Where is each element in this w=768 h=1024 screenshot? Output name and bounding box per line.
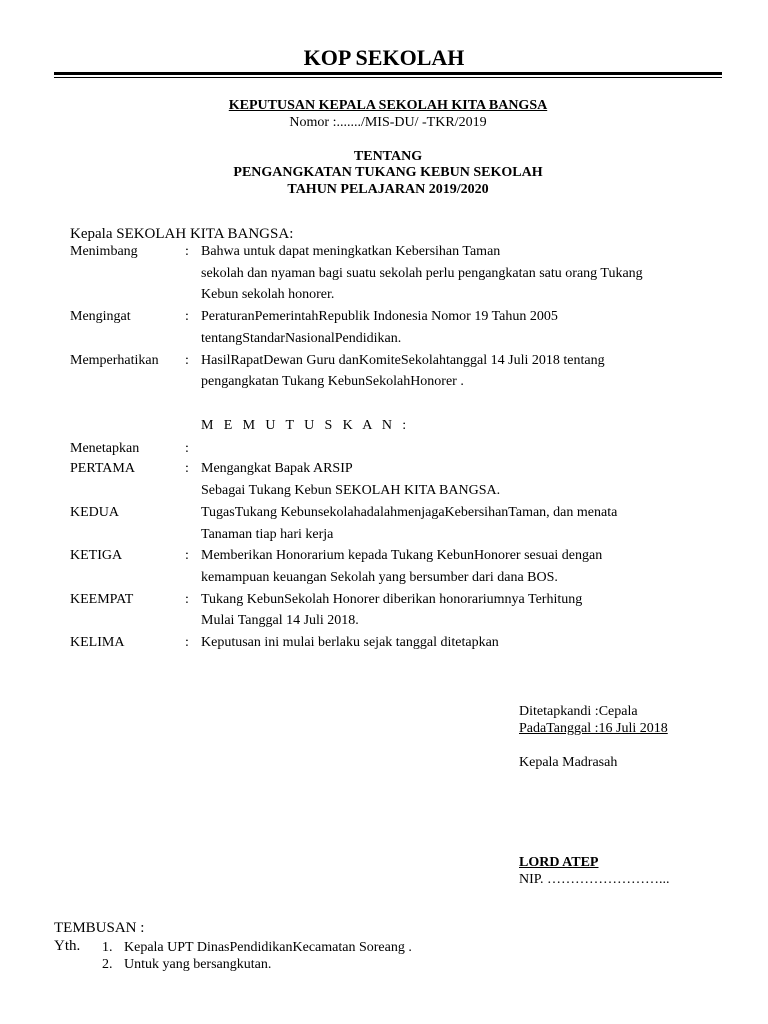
section-text-line: PeraturanPemerintahRepublik Indonesia Nomor 19 Tahun 2005 <box>201 309 558 324</box>
signature-place: Ditetapkandi :Cepala <box>519 704 638 719</box>
cc-item-number: 1. <box>102 940 113 955</box>
section-text-line: Keputusan ini mulai berlaku sejak tanggal ditetapkan <box>201 635 499 650</box>
section-label-kedua: KEDUA <box>70 505 119 520</box>
section-label-mengingat: Mengingat <box>70 309 131 324</box>
section-colon: : <box>185 441 189 456</box>
section-text-line: Tukang KebunSekolah Honorer diberikan honorariumnya Terhitung <box>201 592 583 607</box>
decree-subject-line-1: PENGANGKATAN TUKANG KEBUN SEKOLAH <box>233 165 543 180</box>
signature-nip: NIP. ……………………... <box>519 872 670 887</box>
section-text-line: tentangStandarNasionalPendidikan. <box>201 331 402 346</box>
section-text-line: Memberikan Honorarium kepada Tukang KebunHonorer sesuai dengan <box>201 548 603 563</box>
decree-subject-line-2: TAHUN PELAJARAN 2019/2020 <box>287 182 489 197</box>
section-text-line: TugasTukang KebunsekolahadalahmenjagaKebersihanTaman, dan menata <box>201 505 618 520</box>
signature-position: Kepala Madrasah <box>519 755 618 770</box>
section-colon: : <box>185 548 189 563</box>
section-text-line: Sebagai Tukang Kebun SEKOLAH KITA BANGSA. <box>201 483 501 498</box>
section-text-line: kemampuan keuangan Sekolah yang bersumber dari dana BOS. <box>201 570 558 585</box>
cc-yth: Yth. <box>54 938 81 954</box>
section-text-line: Kebun sekolah honorer. <box>201 287 335 302</box>
cc-item-text: Untuk yang bersangkutan. <box>124 957 272 972</box>
letterhead-thin-rule <box>54 77 722 78</box>
section-text-line: HasilRapatDewan Guru danKomiteSekolahtanggal 14 Juli 2018 tentang <box>201 353 605 368</box>
section-colon: : <box>185 309 189 324</box>
section-label-memperhatikan: Memperhatikan <box>70 353 159 368</box>
decree-title: KEPUTUSAN KEPALA SEKOLAH KITA BANGSA <box>228 98 548 113</box>
section-colon: : <box>185 461 189 476</box>
section-label-keempat: KEEMPAT <box>70 592 134 607</box>
cc-item-text: Kepala UPT DinasPendidikanKecamatan Soreang . <box>124 940 412 955</box>
signature-date: PadaTanggal :16 Juli 2018 <box>519 721 668 736</box>
decree-about-label: TENTANG <box>353 149 423 164</box>
section-label-menimbang: Menimbang <box>70 244 138 259</box>
section-label-pertama: PERTAMA <box>70 461 135 476</box>
section-text-line: Mulai Tanggal 14 Juli 2018. <box>201 613 359 628</box>
letterhead-thick-rule <box>54 72 722 75</box>
section-colon: : <box>185 592 189 607</box>
section-text-line: Mengangkat Bapak ARSIP <box>201 461 353 476</box>
decree-number: Nomor :......./MIS-DU/ -TKR/2019 <box>289 115 487 130</box>
section-text-line: pengangkatan Tukang KebunSekolahHonorer . <box>201 374 464 389</box>
decision-heading: M E M U T U S K A N : <box>201 418 410 433</box>
section-colon: : <box>185 635 189 650</box>
cc-heading: TEMBUSAN : <box>54 920 145 936</box>
letterhead-title: KOP SEKOLAH <box>303 45 465 70</box>
decree-issuer: Kepala SEKOLAH KITA BANGSA: <box>70 226 294 242</box>
section-colon: : <box>185 244 189 259</box>
section-text-line: Tanaman tiap hari kerja <box>201 527 334 542</box>
cc-item-number: 2. <box>102 957 113 972</box>
section-label-kelima: KELIMA <box>70 635 125 650</box>
signature-name: LORD ATEP <box>519 855 599 870</box>
section-colon: : <box>185 353 189 368</box>
section-text-line: Bahwa untuk dapat meningkatkan Kebersihan Taman <box>201 244 501 259</box>
section-text-line: sekolah dan nyaman bagi suatu sekolah perlu pengangkatan satu orang Tukang <box>201 266 643 281</box>
section-label-menetapkan: Menetapkan <box>70 441 140 456</box>
section-label-ketiga: KETIGA <box>70 548 123 563</box>
